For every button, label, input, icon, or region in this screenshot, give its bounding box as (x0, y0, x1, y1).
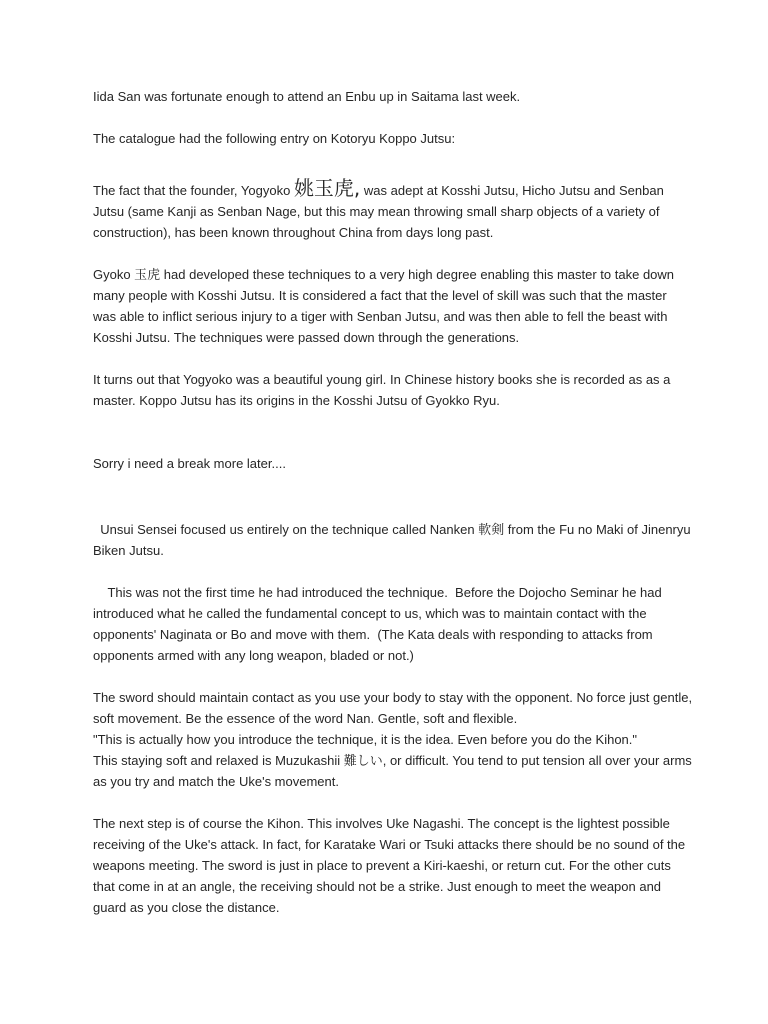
spacer (93, 411, 693, 453)
spacer (93, 792, 693, 813)
paragraph-sword-contact: The sword should maintain contact as you use your body to stay with the opponent. No force just gentle, soft movement. Be the essence of the word Nan. Gentle, soft and flexible. (93, 690, 693, 726)
founder-kanji-name: 姚玉虎, (293, 176, 361, 200)
spacer (93, 243, 693, 264)
paragraph-quote: "This is actually how you introduce the technique, it is the idea. Even before you do the Kihon." (93, 732, 638, 747)
paragraph-gyoko: Gyoko 玉虎 had developed these techniques to a very high degree enabling this master to take down many people with Kosshi Jutsu. It is considered a fact that the level of skill was such that the master was able to inflict serious injury to a tiger with Senban Jutsu, and was then able to fell the beast with Kosshi Jutsu. The techniques were passed down through the generations. (93, 267, 675, 345)
paragraph-yogyoko-girl: It turns out that Yogyoko was a beautiful young girl. In Chinese history books she is recorded as as a master. Koppo Jutsu has its origins in the Kosshi Jutsu of Gyokko Ryu. (93, 372, 671, 408)
paragraph-nanken: Unsui Sensei focused us entirely on the technique called Nanken 軟剣 from the Fu no Maki of Jinenryu Biken Jutsu. (93, 522, 695, 558)
spacer (93, 561, 693, 582)
founder-text-before: The fact that the founder, Yogyoko (93, 183, 294, 198)
spacer (93, 107, 693, 128)
spacer (93, 348, 693, 369)
paragraph-dojocho-seminar: This was not the first time he had introduced the technique. Before the Dojocho Seminar he had introduced what he called the fundamental concept to us, which was to maintain contact with the opponents' Naginata or Bo and move with them. (The Kata deals with responding to attacks from opponents armed with any long weapon, bladed or not.) (93, 585, 666, 663)
paragraph-kihon: The next step is of course the Kihon. This involves Uke Nagashi. The concept is the lightest possible receiving of the Uke's attack. In fact, for Karatake Wari or Tsuki attacks there should be no sound of the weapons meeting. The sword is just in place to prevent a Kiri-kaeshi, or return cut. For the other cuts that come in at an angle, the receiving should not be a strike. Just enough to meet the weapon and guard as you close the distance. (93, 816, 686, 915)
paragraph-founder (93, 178, 693, 243)
paragraph-enbu-intro: Iida San was fortunate enough to attend an Enbu up in Saitama last week. (93, 89, 521, 104)
document-body (93, 86, 693, 918)
paragraph-muzukashii: This staying soft and relaxed is Muzukashii 難しい, or difficult. You tend to put tension all over your arms as you try and match the Uke's movement. (93, 753, 692, 789)
paragraph-break-note: Sorry i need a break more later.... (93, 456, 286, 471)
founder-text-after: was adept at Kosshi Jutsu, Hicho Jutsu and Senban Jutsu (same Kanji as Senban Nage, but this may mean throwing small sharp objects of a variety of construction), has been known throughout China from days long past. (93, 183, 664, 240)
spacer (93, 666, 693, 687)
spacer (93, 474, 693, 519)
spacer (93, 149, 693, 178)
paragraph-catalogue: The catalogue had the following entry on Kotoryu Koppo Jutsu: (93, 131, 456, 146)
